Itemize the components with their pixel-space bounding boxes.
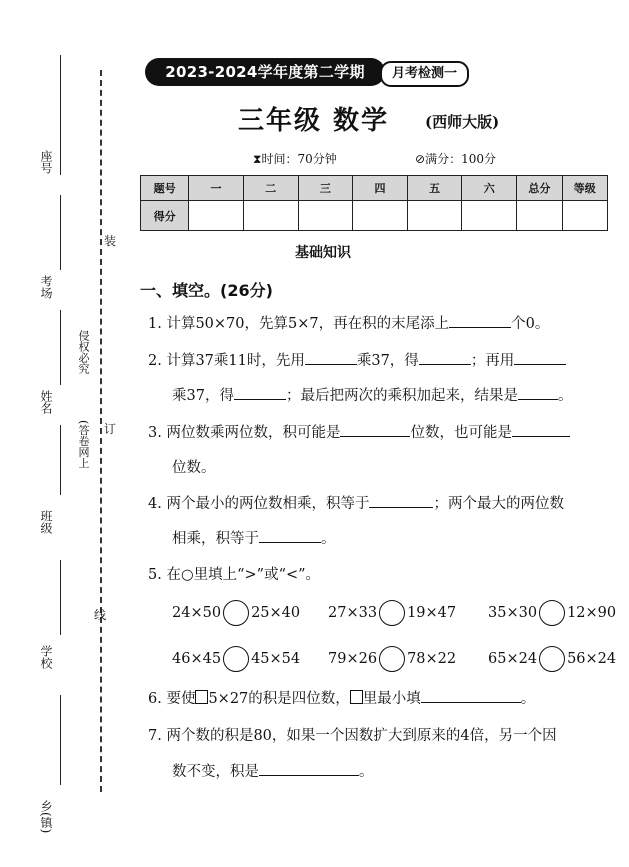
question-text: ；最后把两次的乘积加起来，结果是	[285, 388, 518, 404]
score-input-cell[interactable]	[407, 201, 462, 231]
question-text: 计算50×70，先算5×7，再在积的末尾添上	[166, 316, 450, 332]
question-number: 3.	[148, 425, 162, 441]
question-number: 5.	[148, 567, 162, 583]
question-4-line2	[172, 527, 336, 548]
question-text: 个0。	[511, 316, 550, 332]
question-3	[148, 421, 570, 442]
question-text: 要使	[166, 691, 196, 707]
name-label: 姓名	[39, 390, 53, 414]
compare-item	[172, 646, 300, 672]
question-text: 两位数乘两位数，积可能是	[166, 425, 341, 441]
answer-blank[interactable]	[259, 528, 321, 543]
binding-mark-zhuang: 装	[104, 234, 117, 248]
question-text: ；两个最大的两位数	[433, 496, 564, 512]
check-circle-icon: ⊘	[415, 152, 426, 166]
score-table-score-row	[141, 201, 608, 231]
question-text: 数不变，积是	[172, 764, 259, 780]
question-text: 计算37乘11时，先用	[166, 353, 305, 369]
answer-blank[interactable]	[514, 350, 566, 365]
score-info	[415, 150, 496, 167]
answer-blank[interactable]	[421, 688, 521, 703]
question-number: 1.	[148, 316, 162, 332]
score-cell-header: 一	[189, 176, 244, 201]
compare-left: 35×30	[488, 605, 538, 621]
question-text: 位数，也可能是	[410, 425, 512, 441]
exam-room-label: 考场	[39, 275, 53, 299]
class-label: 班级	[39, 510, 53, 534]
compare-circle[interactable]	[539, 600, 565, 626]
binding-dashed-line	[100, 70, 102, 792]
question-text: 两个最小的两位数相乘，积等于	[166, 496, 370, 512]
binding-line-seat	[60, 55, 61, 175]
binding-line-school	[60, 560, 61, 635]
online-note: (答卷网上	[77, 420, 90, 469]
answer-blank[interactable]	[305, 350, 357, 365]
score-cell-header: 题号	[141, 176, 189, 201]
question-text: 。	[359, 764, 374, 780]
question-7	[148, 724, 557, 745]
score-row-label: 得分	[141, 201, 189, 231]
question-2-line2	[172, 384, 572, 405]
compare-right: 45×54	[251, 651, 301, 667]
question-text: ；再用	[470, 353, 515, 369]
compare-left: 46×45	[172, 651, 222, 667]
score-cell-header: 五	[407, 176, 462, 201]
compare-right: 19×47	[407, 605, 457, 621]
question-text: 。	[321, 531, 336, 547]
section-heading: 基础知识	[295, 245, 351, 261]
score-table	[140, 175, 608, 231]
score-total-text: 满分：100分	[425, 152, 496, 166]
part1-title: 一、填空。(26分)	[140, 281, 273, 300]
compare-circle[interactable]	[379, 646, 405, 672]
question-text: 在○里填上“>”或“<”。	[166, 567, 321, 583]
compare-item	[172, 600, 300, 626]
score-table-header-row	[141, 176, 608, 201]
compare-item	[328, 646, 456, 672]
exam-type-tag: 月考检测一	[380, 61, 469, 87]
score-input-cell[interactable]	[462, 201, 517, 231]
compare-right: 56×24	[567, 651, 617, 667]
compare-right: 78×22	[407, 651, 457, 667]
binding-line-class	[60, 425, 61, 495]
question-text: 两个数的积是80，如果一个因数扩大到原来的4倍，另一个因	[166, 728, 557, 744]
copyright-note: 侵权必究	[77, 330, 90, 374]
compare-item	[488, 600, 616, 626]
score-input-cell[interactable]	[298, 201, 353, 231]
question-number: 7.	[148, 728, 162, 744]
answer-blank[interactable]	[449, 313, 511, 328]
digit-box[interactable]	[350, 690, 363, 704]
answer-blank[interactable]	[518, 385, 558, 400]
score-input-cell[interactable]	[353, 201, 408, 231]
answer-blank[interactable]	[340, 422, 410, 437]
question-6	[148, 687, 535, 708]
binding-mark-ding: 订	[104, 422, 117, 436]
answer-blank[interactable]	[512, 422, 570, 437]
term-banner: 2023-2024学年度第二学期	[145, 58, 385, 86]
compare-circle[interactable]	[223, 600, 249, 626]
score-input-cell[interactable]	[243, 201, 298, 231]
compare-left: 24×50	[172, 605, 222, 621]
score-cell-header: 二	[243, 176, 298, 201]
score-input-cell[interactable]	[189, 201, 244, 231]
time-text: 时间：70分钟	[261, 152, 337, 166]
answer-blank[interactable]	[419, 350, 471, 365]
answer-blank[interactable]	[369, 493, 433, 508]
question-text: 里最小填	[362, 691, 421, 707]
score-cell-header: 等级	[562, 176, 607, 201]
hourglass-icon: ⧗	[253, 152, 262, 166]
edition-label: (西师大版)	[425, 113, 500, 131]
compare-right: 25×40	[251, 605, 301, 621]
seat-no-label: 座号	[39, 150, 53, 174]
time-info	[253, 150, 337, 167]
question-text: 。	[557, 388, 573, 404]
question-number: 2.	[148, 353, 162, 369]
score-cell-header: 四	[353, 176, 408, 201]
compare-circle[interactable]	[223, 646, 249, 672]
question-text: 乘37，得	[172, 388, 234, 404]
answer-blank[interactable]	[234, 385, 286, 400]
binding-line-town	[60, 695, 61, 785]
compare-circle[interactable]	[379, 600, 405, 626]
binding-mark-xian: 线	[94, 608, 107, 622]
question-text: 5×27的积是四位数，	[208, 691, 350, 707]
page-title: 三年级 数学	[238, 106, 390, 136]
question-4	[148, 492, 564, 513]
compare-right: 12×90	[567, 605, 617, 621]
question-number: 6.	[148, 691, 162, 707]
score-cell-header: 总分	[517, 176, 562, 201]
question-number: 4.	[148, 496, 162, 512]
school-label: 学校	[39, 645, 53, 669]
compare-circle[interactable]	[539, 646, 565, 672]
question-1	[148, 312, 549, 333]
compare-left: 79×26	[328, 651, 378, 667]
score-input-cell[interactable]	[517, 201, 562, 231]
question-text: 位数。	[172, 460, 216, 476]
compare-left: 65×24	[488, 651, 538, 667]
binding-line-name	[60, 310, 61, 385]
question-5	[148, 563, 320, 584]
score-cell-header: 六	[462, 176, 517, 201]
question-text: 乘37，得	[356, 353, 419, 369]
compare-item	[328, 600, 456, 626]
score-input-cell[interactable]	[562, 201, 607, 231]
question-2	[148, 349, 566, 370]
compare-left: 27×33	[328, 605, 378, 621]
compare-item	[488, 646, 616, 672]
answer-blank[interactable]	[259, 761, 359, 776]
score-cell-header: 三	[298, 176, 353, 201]
town-label: 乡(镇)	[39, 800, 53, 834]
digit-box[interactable]	[195, 690, 208, 704]
question-7-line2	[172, 760, 374, 781]
question-3-line2	[172, 456, 216, 477]
question-text: 相乘，积等于	[172, 531, 259, 547]
binding-line-room	[60, 195, 61, 270]
question-text: 。	[520, 691, 536, 707]
